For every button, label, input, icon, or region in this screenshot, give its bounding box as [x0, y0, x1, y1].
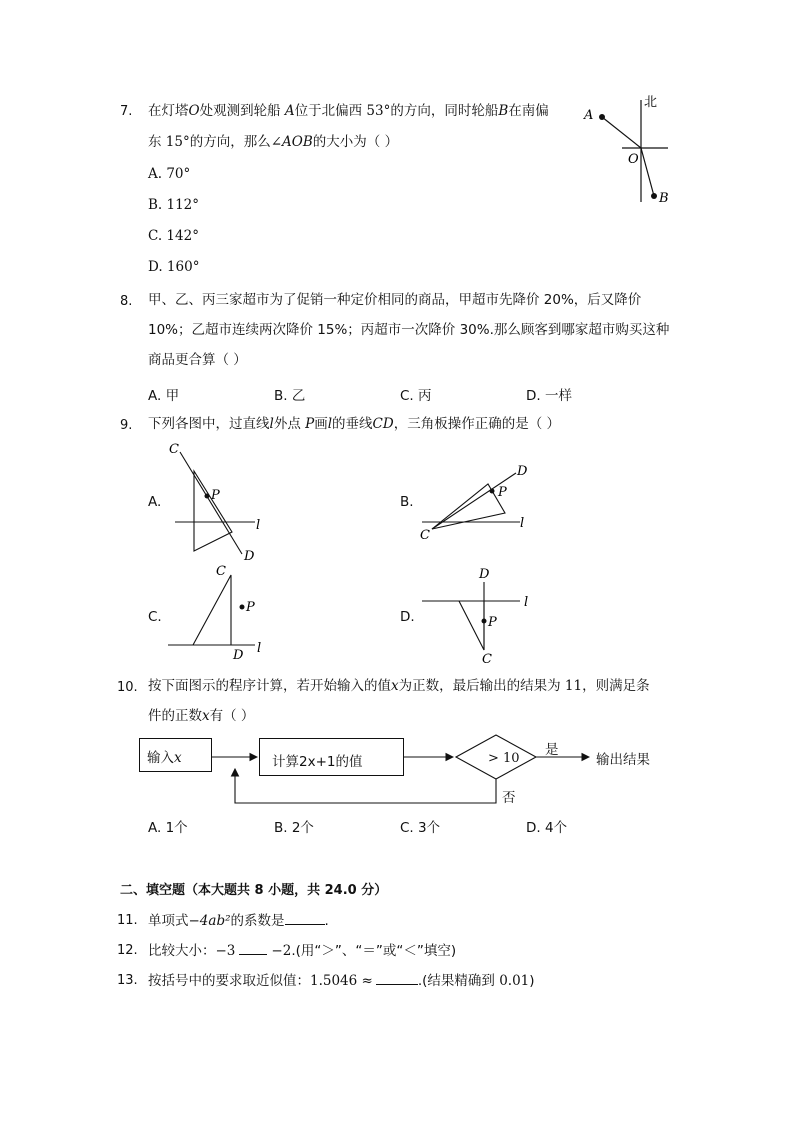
label-c: C	[169, 442, 179, 457]
question-number: 7.	[120, 104, 133, 119]
option-d[interactable]: D. 一样	[526, 388, 572, 404]
option-d[interactable]: D. 160°	[148, 259, 200, 275]
point-b-label: B	[659, 191, 669, 206]
option-c[interactable]: C. 3个	[400, 820, 441, 836]
option-b[interactable]: B. 乙	[274, 388, 306, 404]
compute-box: 计算2x+1的值	[259, 738, 404, 776]
section-heading: 二、填空题（本大题共 8 小题，共 24.0 分）	[120, 883, 388, 898]
question-8-line-2: 10%；乙超市连续两次降价 15%；丙超市一次降价 30%.那么顾客到哪家超市购买这种	[148, 322, 670, 338]
question-number: 12.	[117, 943, 138, 958]
question-10-line-1: 按下面图示的程序计算，若开始输入的值x为正数，最后输出的结果为 11，则满足条	[148, 678, 650, 694]
label-l: l	[520, 516, 525, 531]
option-a[interactable]: A. 70°	[148, 166, 191, 182]
no-label: 否	[502, 790, 516, 806]
question-number: 11.	[117, 913, 138, 928]
compass-figure	[580, 90, 680, 210]
question-9-stem: 下列各图中，过直线l外点 P画l的垂线CD，三角板操作正确的是（ ）	[148, 416, 560, 432]
answer-blank[interactable]	[285, 910, 325, 925]
question-7-line-2: 东 15°的方向，那么∠AOB的大小为（ ）	[148, 134, 399, 150]
option-a[interactable]: A.	[148, 494, 162, 510]
condition-label: > 10	[488, 751, 520, 766]
option-b[interactable]: B. 112°	[148, 197, 200, 213]
label-p: P	[211, 488, 220, 503]
flowchart-lines	[205, 725, 625, 810]
question-11-stem: 单项式−4ab²的系数是 .	[148, 910, 329, 930]
question-8-line-1: 甲、乙、丙三家超市为了促销一种定价相同的商品，甲超市先降价 20%，后又降价	[148, 292, 642, 308]
point-o-label: O	[628, 152, 639, 167]
answer-blank[interactable]	[376, 970, 418, 985]
option-b[interactable]: B.	[400, 494, 414, 510]
question-number: 10.	[117, 680, 138, 695]
question-8-line-3: 商品更合算（ ）	[148, 352, 247, 368]
label-c: C	[420, 528, 430, 543]
yes-label: 是	[545, 742, 559, 758]
question-7-line-1: 在灯塔O处观测到轮船 A位于北偏西 53°的方向，同时轮船B在南偏	[148, 103, 549, 119]
question-number: 13.	[117, 973, 138, 988]
label-c: C	[482, 652, 492, 667]
option-b[interactable]: B. 2个	[274, 820, 314, 836]
label-p: P	[498, 485, 507, 500]
label-p: P	[246, 600, 255, 615]
figure-c	[160, 560, 280, 668]
option-a[interactable]: A. 1个	[148, 820, 188, 836]
label-l: l	[257, 641, 262, 656]
option-c[interactable]: C. 142°	[148, 228, 199, 244]
question-number: 8.	[120, 294, 133, 309]
north-label: 北	[644, 95, 658, 110]
figure-a	[160, 438, 280, 568]
question-10-line-2: 件的正数x有（ ）	[148, 708, 255, 724]
label-l: l	[256, 518, 261, 533]
figure-d	[412, 560, 542, 670]
question-12-stem: 比较大小：−3 −2.(用“＞”、“＝”或“＜”填空)	[148, 940, 456, 960]
label-d: D	[244, 549, 255, 564]
label-c: C	[216, 564, 226, 579]
point-a-label: A	[584, 108, 594, 123]
input-box: 输入x	[139, 738, 212, 772]
label-d: D	[479, 567, 490, 582]
question-number: 9.	[120, 418, 133, 433]
option-a[interactable]: A. 甲	[148, 388, 180, 404]
output-label: 输出结果	[596, 752, 650, 768]
option-d[interactable]: D.	[400, 609, 415, 625]
label-d: D	[517, 464, 528, 479]
answer-blank[interactable]	[239, 940, 267, 955]
label-p: P	[488, 615, 497, 630]
option-c[interactable]: C.	[148, 609, 162, 625]
figure-b	[412, 458, 542, 548]
option-c[interactable]: C. 丙	[400, 388, 432, 404]
question-13-stem: 按括号中的要求取近似值：1.5046 ≈ .(结果精确到 0.01)	[148, 970, 535, 990]
label-l: l	[524, 595, 529, 610]
label-d: D	[233, 648, 244, 663]
option-d[interactable]: D. 4个	[526, 820, 568, 836]
